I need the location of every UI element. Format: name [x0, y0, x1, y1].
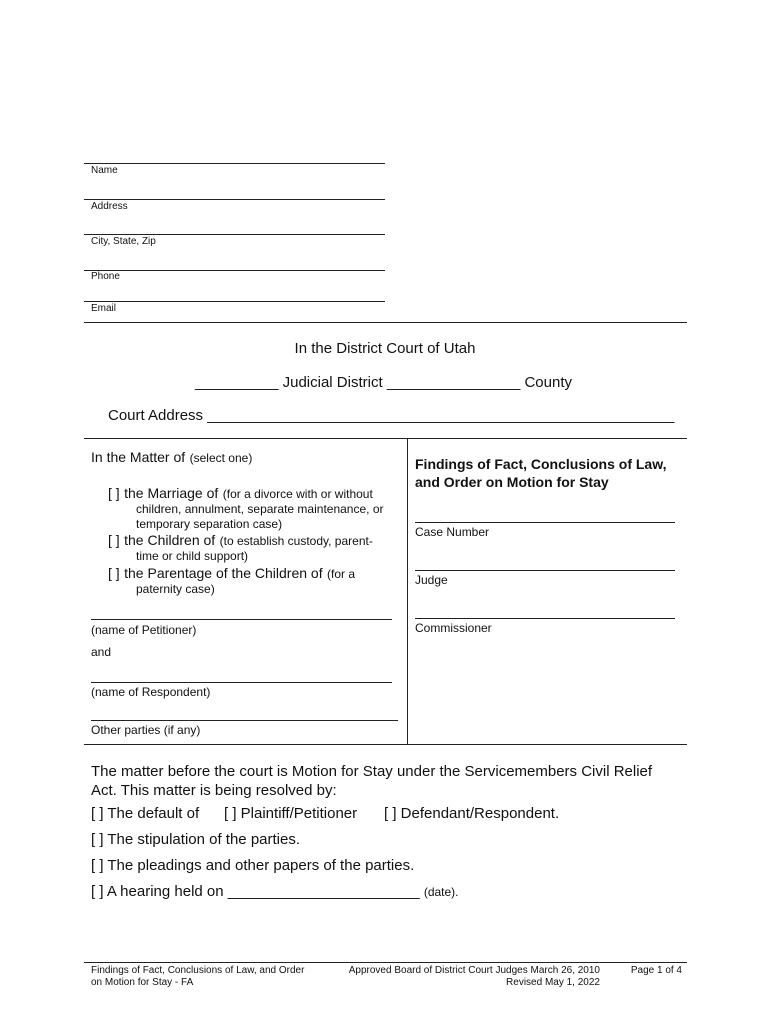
respondent-line[interactable]	[91, 682, 392, 683]
option-note: (to establish custody, parent-	[219, 534, 373, 548]
checkbox[interactable]: [ ]	[108, 485, 120, 501]
name-label: Name	[91, 165, 118, 176]
matter-heading	[91, 449, 252, 467]
caption-divider	[407, 438, 408, 744]
matter-heading-small: (select one)	[189, 451, 253, 465]
document-title: Findings of Fact, Conclusions of Law, and Order on Motion for Stay	[415, 456, 667, 490]
respondent-label: (name of Respondent)	[91, 685, 211, 699]
district-blank[interactable]: __________	[195, 374, 279, 391]
address-line[interactable]	[84, 199, 385, 200]
default-of-row	[91, 805, 199, 822]
stipulation-option[interactable]: [ ] The stipulation of the parties.	[91, 831, 301, 848]
caption-bottom-border	[84, 744, 687, 745]
case-number-line[interactable]	[415, 522, 675, 523]
matter-option-parentage[interactable]	[108, 565, 355, 583]
caption-top-border	[84, 438, 687, 439]
other-parties-line[interactable]	[91, 720, 398, 721]
judicial-district-label: Judicial District	[282, 374, 383, 391]
footer-divider	[84, 962, 687, 963]
option-label: the Marriage of	[124, 485, 219, 501]
matter-heading-big: In the Matter of	[91, 449, 186, 465]
petitioner-label: (name of Petitioner)	[91, 623, 197, 637]
court-address-label: Court Address	[108, 407, 204, 424]
county-label: County	[524, 374, 572, 391]
defendant-option[interactable]: [ ] Defendant/Respondent.	[384, 805, 560, 822]
checkbox[interactable]: [ ]	[108, 532, 120, 548]
option-label: the Parentage of the Children of	[124, 565, 323, 581]
option-note-line2: time or child support)	[136, 549, 249, 563]
footer-form-title: Findings of Fact, Conclusions of Law, and Order	[91, 965, 305, 976]
option-note: (for a divorce with or without	[222, 487, 373, 501]
judge-line[interactable]	[415, 570, 675, 571]
address-label: Address	[91, 201, 128, 212]
petitioner-line[interactable]	[91, 619, 392, 620]
name-line[interactable]	[84, 163, 385, 164]
hearing-row	[91, 883, 459, 900]
case-number-label: Case Number	[415, 525, 490, 539]
county-blank[interactable]: ________________	[386, 374, 521, 391]
and-label: and	[91, 645, 112, 659]
footer-page-number: Page 1 of 4	[630, 965, 682, 976]
judge-label: Judge	[415, 573, 448, 587]
court-address-line	[108, 407, 674, 424]
default-of-option[interactable]: [ ] The default of	[91, 805, 200, 822]
commissioner-line[interactable]	[415, 618, 675, 619]
footer-left	[91, 965, 304, 989]
option-note-line2: children, annulment, separate maintenance, or	[136, 502, 384, 516]
footer-form-code: on Motion for Stay - FA	[91, 977, 194, 988]
footer-middle	[340, 965, 600, 989]
other-parties-label: Other parties (if any)	[91, 723, 201, 737]
footer-approved: Approved Board of District Court Judges March 26, 2010	[348, 965, 600, 976]
header-divider	[84, 322, 687, 323]
email-label: Email	[91, 303, 117, 314]
district-line	[195, 374, 572, 391]
court-address-blank[interactable]: ________________________________________________________	[207, 407, 675, 424]
option-label: the Children of	[124, 532, 216, 548]
city-state-zip-label: City, State, Zip	[91, 236, 156, 247]
city-state-zip-line[interactable]	[84, 234, 385, 235]
intro-paragraph: The matter before the court is Motion for Stay under the Servicemembers Civil Relief Act. This matter is being resolved by:	[91, 763, 653, 799]
matter-option-marriage[interactable]	[108, 485, 373, 503]
phone-label: Phone	[91, 271, 120, 282]
option-note-line3: temporary separation case)	[136, 517, 283, 531]
option-note-line2: paternity case)	[136, 582, 215, 596]
checkbox[interactable]: [ ]	[108, 565, 120, 581]
hearing-date-blank[interactable]: _______________________	[227, 883, 420, 900]
hearing-date-suffix: (date).	[423, 885, 459, 899]
hearing-option[interactable]: [ ] A hearing held on	[91, 883, 224, 900]
commissioner-label: Commissioner	[415, 621, 492, 635]
footer-revised: Revised May 1, 2022	[506, 977, 600, 988]
email-line[interactable]	[84, 301, 385, 302]
court-title: In the District Court of Utah	[294, 340, 476, 357]
matter-option-children[interactable]	[108, 532, 373, 550]
plaintiff-option[interactable]: [ ] Plaintiff/Petitioner	[224, 805, 358, 822]
pleadings-option[interactable]: [ ] The pleadings and other papers of the parties.	[91, 857, 415, 874]
option-note: (for a	[327, 567, 356, 581]
phone-line[interactable]	[84, 270, 385, 271]
